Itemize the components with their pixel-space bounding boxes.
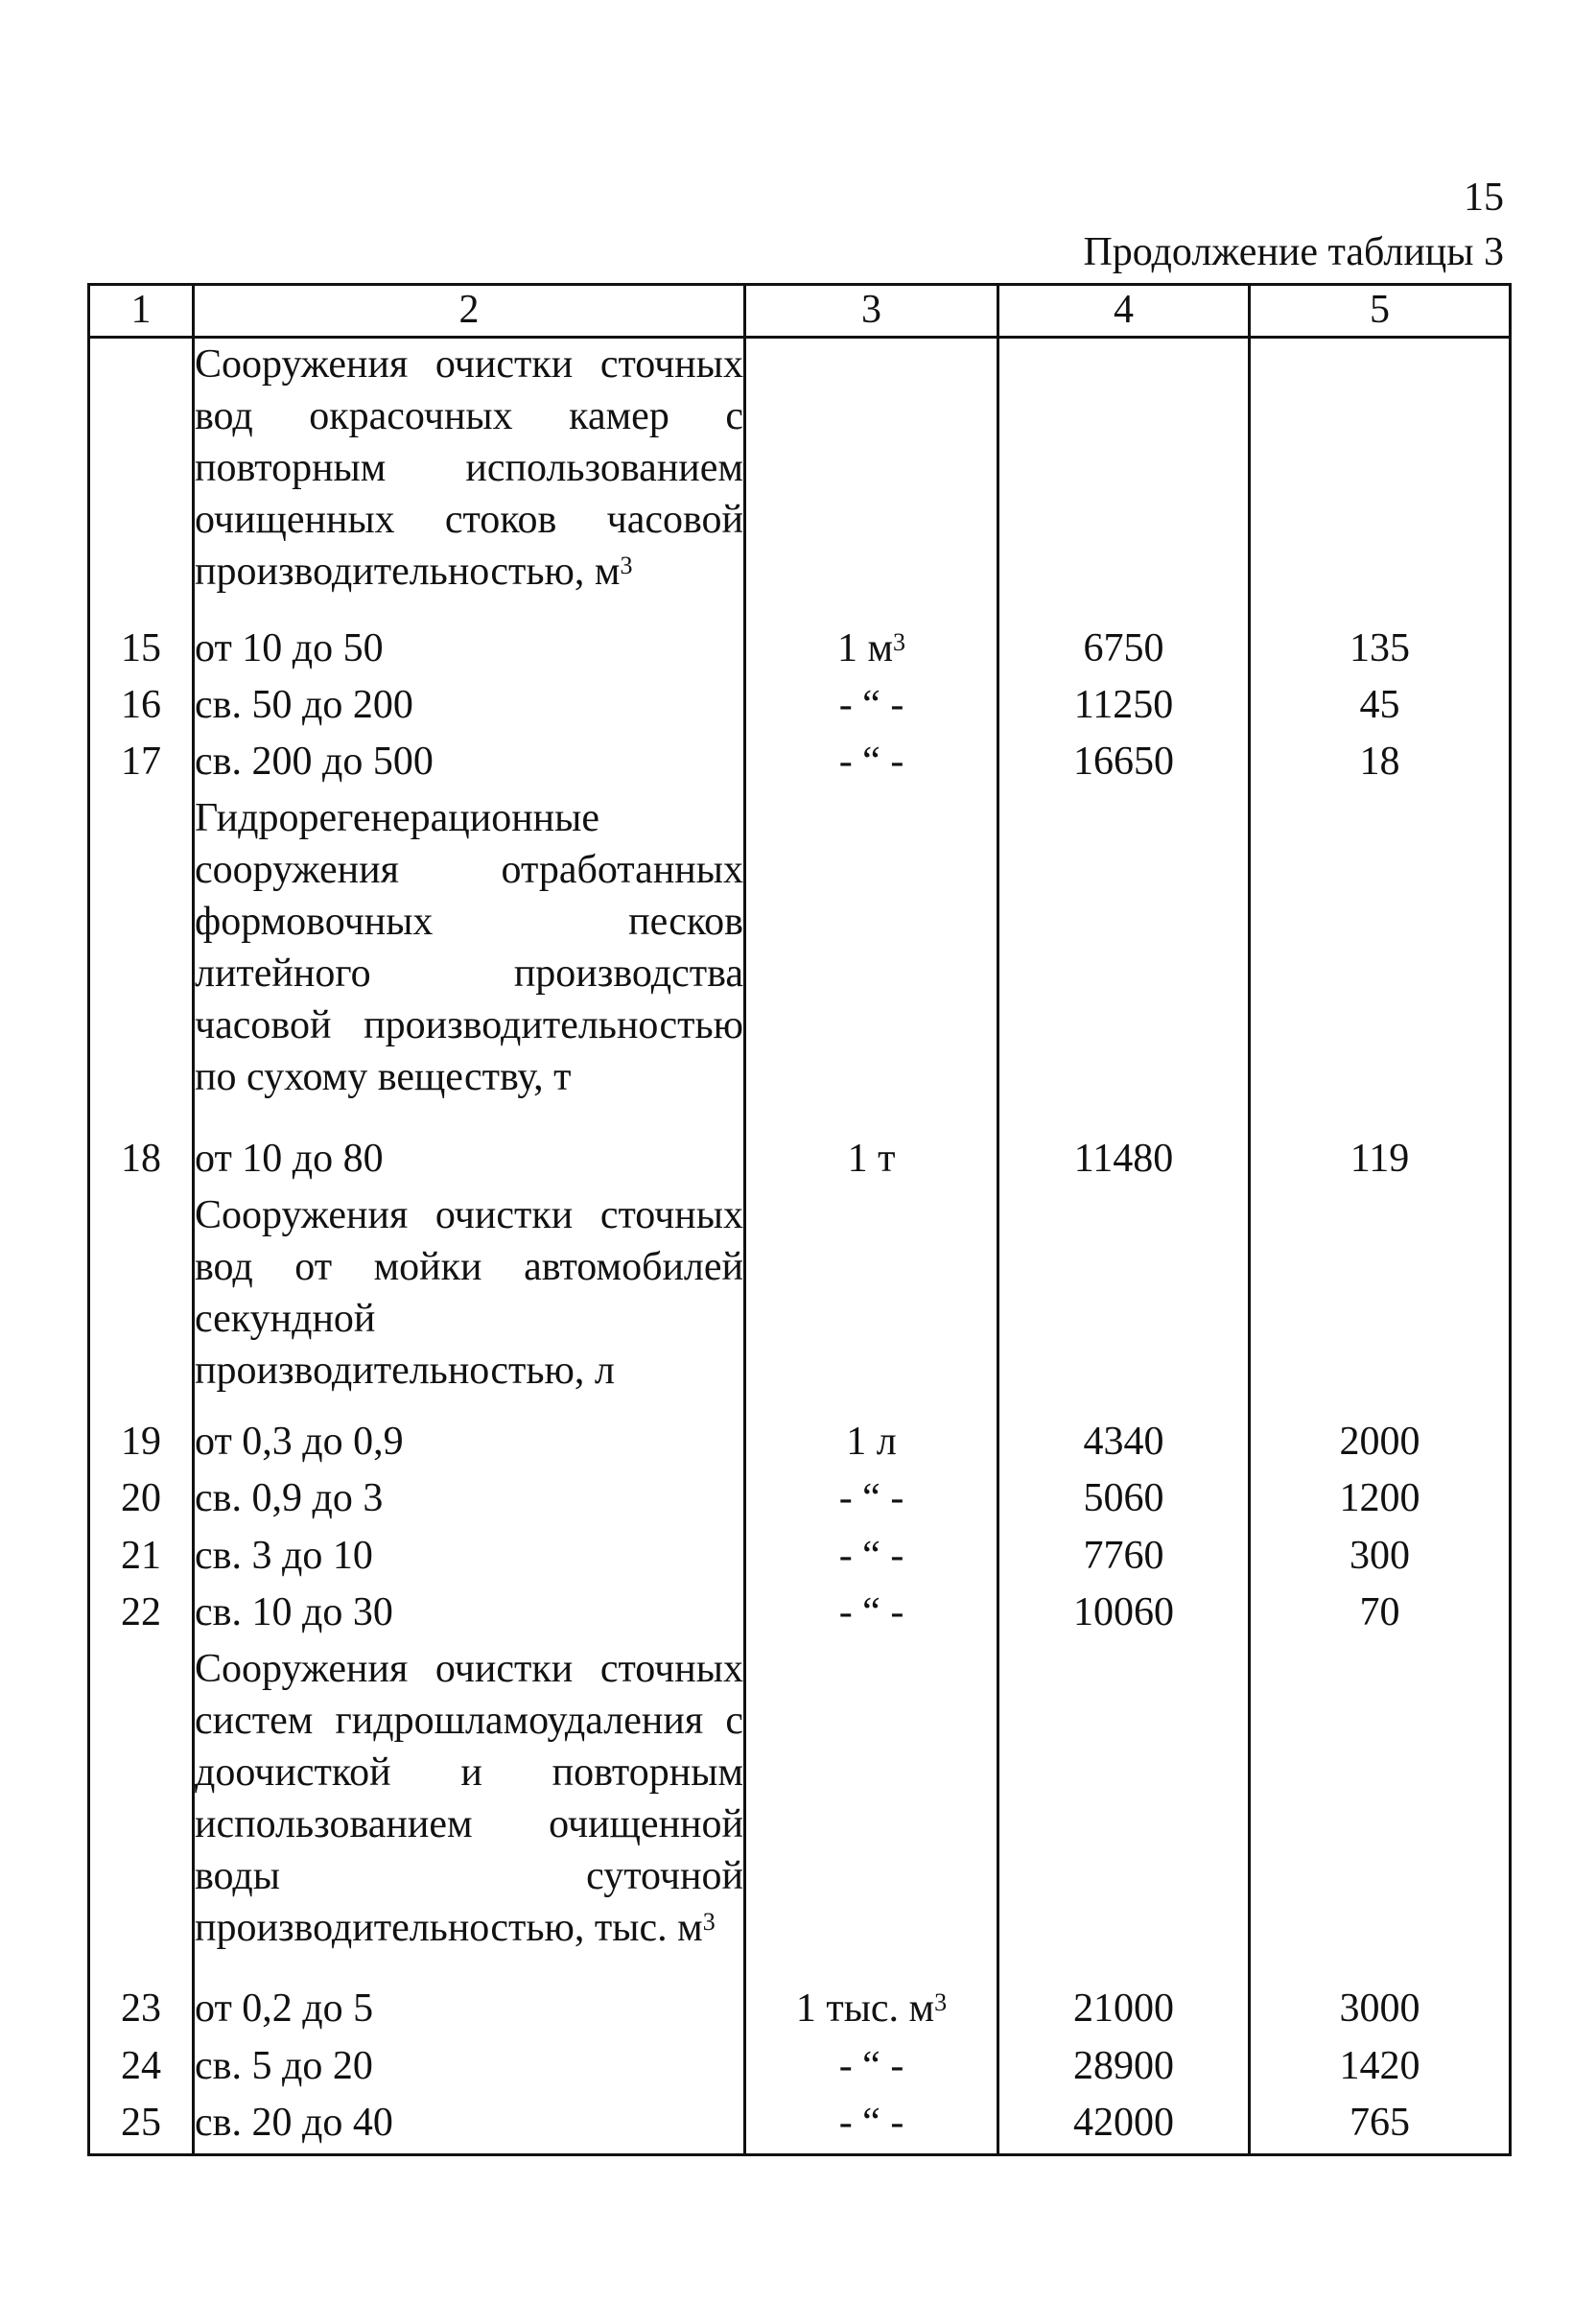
price-cell: 10060 [998,1586,1250,1643]
unit-cell [745,1530,998,1586]
range-cell: св. 10 до 30 [194,1586,745,1643]
group-heading-text: Сооружения очистки сточных вод окрасочных камер с повторным использованием очищенных стоков часовой производительностью, м [195,342,743,594]
table-row [89,1586,1511,1643]
group-heading-text: Сооружения очистки сточных вод от мойки автомобилей секундной производительностью, л [195,1192,743,1393]
table-row [89,1133,1511,1189]
price-cell: 42000 [998,2097,1250,2155]
row-number-cell [89,338,194,623]
unit-cell [745,338,998,623]
price-cell: 6750 [998,623,1250,679]
unit-text: 1 т [847,1136,896,1181]
increment-cell: 1420 [1250,2040,1511,2097]
unit-text: 1 м [836,625,894,670]
increment-cell: 18 [1250,736,1511,792]
range-cell: св. 50 до 200 [194,679,745,736]
table-row [89,1983,1511,2039]
range-cell: от 10 до 50 [194,623,745,679]
value-cell [1250,338,1511,623]
superscript: 3 [893,627,906,656]
table-header-row [89,285,1511,338]
superscript: 3 [934,1988,948,2017]
row-number-cell [89,792,194,1133]
price-cell: 11480 [998,1133,1250,1189]
increment-cell: 1200 [1250,1472,1511,1529]
unit-cell [745,1643,998,1984]
row-number-cell: 22 [89,1586,194,1643]
increment-cell: 3000 [1250,1983,1511,2039]
column-header: 2 [194,285,745,338]
increment-cell: 300 [1250,1530,1511,1586]
group-heading-cell [194,338,745,623]
row-number-cell: 21 [89,1530,194,1586]
table-body [89,338,1511,2155]
price-cell: 16650 [998,736,1250,792]
group-heading-text: Сооружения очистки сточных систем гидрошламоудаления с доочисткой и повторным использованием очищенной воды суточной производительностью, тыс. м [195,1646,743,1950]
group-heading-row [89,338,1511,623]
increment-cell: 135 [1250,623,1511,679]
group-heading-cell [194,1643,745,1984]
row-number-cell: 24 [89,2040,194,2097]
group-heading-row [89,792,1511,1133]
range-cell: св. 20 до 40 [194,2097,745,2155]
unit-text: 1 л [846,1420,897,1465]
row-number-cell: 25 [89,2097,194,2155]
unit-cell [745,792,998,1133]
row-number-cell: 15 [89,623,194,679]
increment-cell: 70 [1250,1586,1511,1643]
unit-text: - “ - [838,739,904,784]
unit-text: 1 тыс. м [795,1986,935,2032]
price-cell: 4340 [998,1416,1250,1472]
table-row [89,1416,1511,1472]
table-row [89,623,1511,679]
table-row [89,2097,1511,2155]
group-heading-row [89,1189,1511,1416]
unit-text: - “ - [838,1533,904,1578]
row-number-cell [89,1643,194,1984]
row-number-cell: 17 [89,736,194,792]
row-number-cell [89,1189,194,1416]
table-row [89,2040,1511,2097]
range-cell: от 10 до 80 [194,1133,745,1189]
price-cell: 28900 [998,2040,1250,2097]
page-number: 15 [1464,176,1504,220]
value-cell [998,1189,1250,1416]
range-cell: св. 3 до 10 [194,1530,745,1586]
value-cell [1250,1189,1511,1416]
value-cell [998,338,1250,623]
superscript: 3 [702,1907,716,1936]
unit-cell [745,1472,998,1529]
unit-text: - “ - [838,1589,904,1634]
table-row [89,1530,1511,1586]
table-row [89,679,1511,736]
price-cell: 5060 [998,1472,1250,1529]
group-heading-text: Гидрорегенерационные сооружения отработанных формовочных песков литейного производства часовой производительностью по сухому веществу, т [195,796,743,1100]
unit-text: - “ - [838,2043,904,2088]
unit-cell [745,1983,998,2039]
range-cell: от 0,2 до 5 [194,1983,745,2039]
price-cell: 7760 [998,1530,1250,1586]
price-cell: 21000 [998,1983,1250,2039]
increment-cell: 45 [1250,679,1511,736]
value-cell [998,1643,1250,1984]
unit-cell [745,679,998,736]
unit-cell [745,1416,998,1472]
table-row [89,1472,1511,1529]
row-number-cell: 19 [89,1416,194,1472]
unit-cell [745,2097,998,2155]
unit-text: - “ - [838,2100,904,2145]
column-header: 5 [1250,285,1511,338]
range-cell: от 0,3 до 0,9 [194,1416,745,1472]
unit-text: - “ - [838,682,904,727]
unit-cell [745,2040,998,2097]
unit-cell [745,623,998,679]
superscript: 3 [620,552,633,579]
value-cell [998,792,1250,1133]
group-heading-cell [194,792,745,1133]
table-row [89,736,1511,792]
column-header: 4 [998,285,1250,338]
row-number-cell: 16 [89,679,194,736]
column-header: 1 [89,285,194,338]
row-number-cell: 18 [89,1133,194,1189]
range-cell: св. 200 до 500 [194,736,745,792]
increment-cell: 2000 [1250,1416,1511,1472]
column-header: 3 [745,285,998,338]
value-cell [1250,1643,1511,1984]
price-cell: 11250 [998,679,1250,736]
value-cell [1250,792,1511,1133]
increment-cell: 119 [1250,1133,1511,1189]
range-cell: св. 5 до 20 [194,2040,745,2097]
group-heading-cell [194,1189,745,1416]
unit-cell [745,736,998,792]
row-number-cell: 20 [89,1472,194,1529]
table-caption: Продолжение таблицы 3 [1083,230,1504,274]
unit-cell [745,1189,998,1416]
data-table [87,283,1512,2156]
unit-cell [745,1586,998,1643]
increment-cell: 765 [1250,2097,1511,2155]
row-number-cell: 23 [89,1983,194,2039]
group-heading-row [89,1643,1511,1984]
range-cell: св. 0,9 до 3 [194,1472,745,1529]
unit-text: - “ - [838,1476,904,1521]
unit-cell [745,1133,998,1189]
